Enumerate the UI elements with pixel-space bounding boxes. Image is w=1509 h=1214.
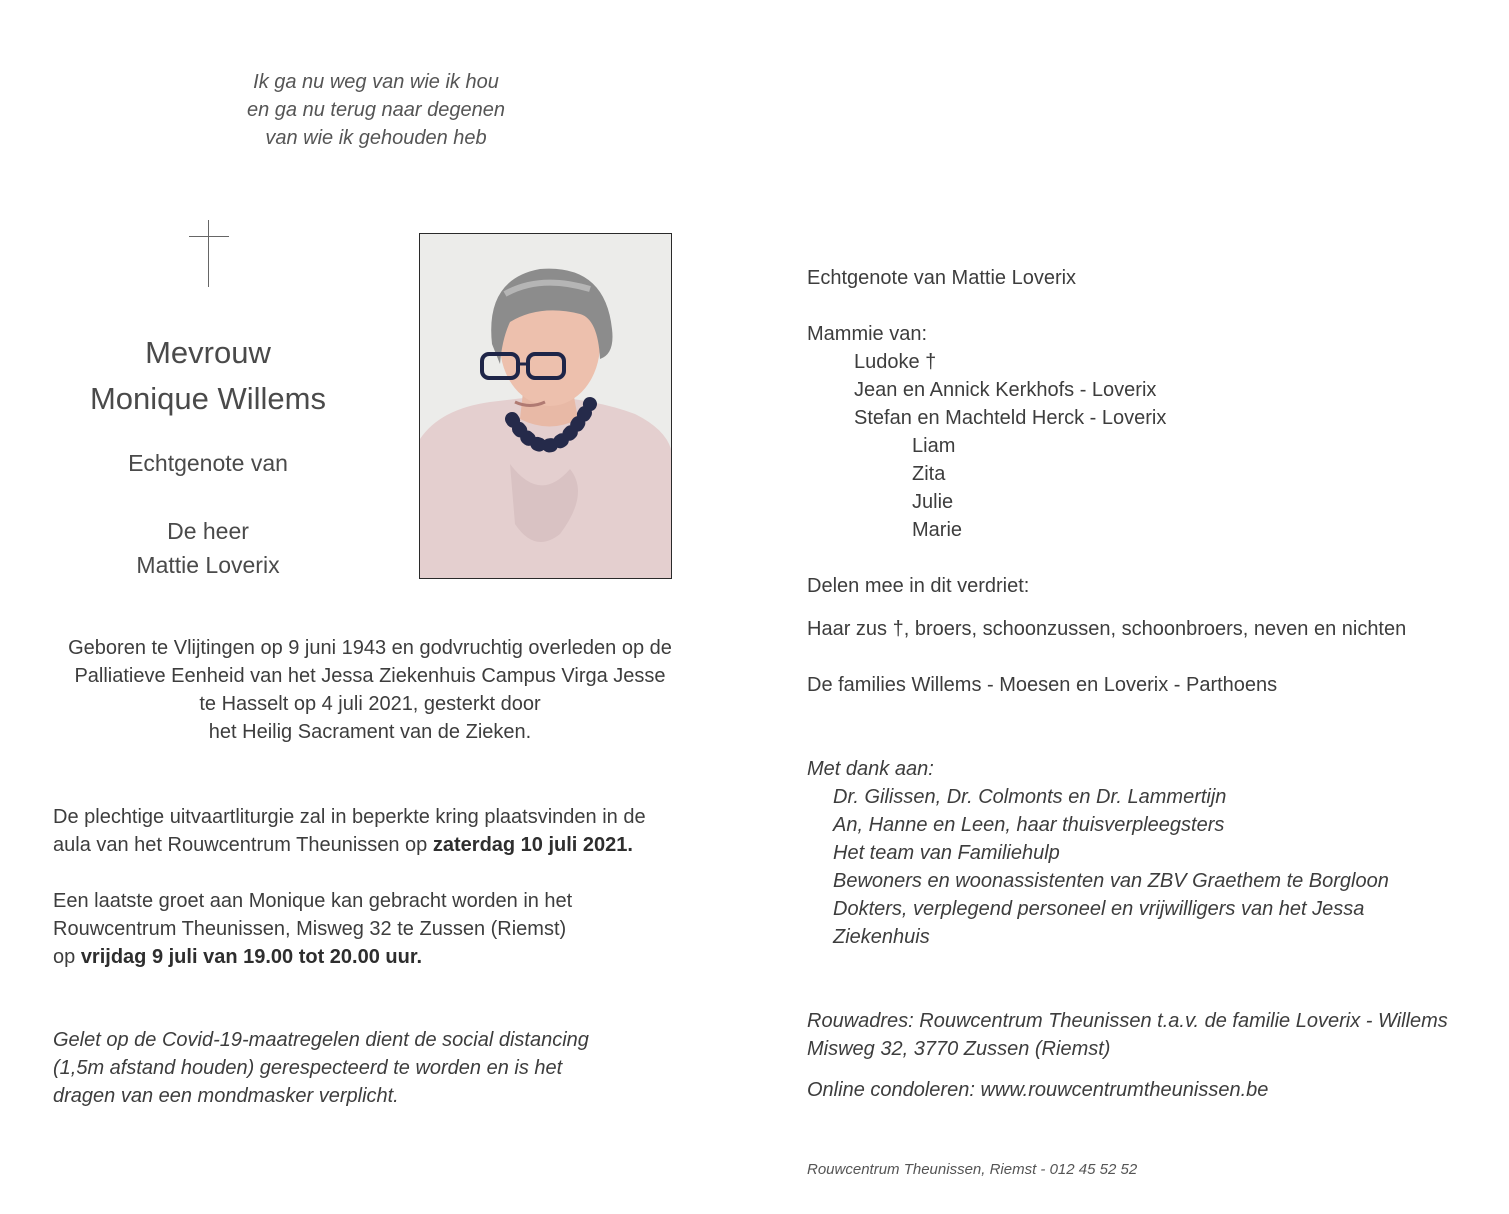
farewell-text [53,887,713,971]
footer-funeral-home: Rouwcentrum Theunissen, Riemst - 012 45 52 52 [807,1161,1138,1178]
covid-notice [53,1026,713,1110]
poem-line: van wie ik gehouden heb [265,127,487,149]
child-item: Stefan en Machteld Herck - Loverix [854,407,1167,429]
thanks-item: An, Hanne en Leen, haar thuisverpleegsters [833,814,1225,836]
poem [176,68,576,152]
child-item: Jean en Annick Kerkhofs - Loverix [854,379,1157,401]
funeral-date: zaterdag 10 juli 2021. [432,834,633,856]
mourning-address: Rouwadres: Rouwcentrum Theunissen t.a.v. de familie Loverix - Willems [807,1010,1448,1032]
cross-icon [208,220,209,287]
thanks-item: Het team van Familiehulp [833,842,1060,864]
funeral-line: De plechtige uitvaartliturgie zal in beperkte kring plaatsvinden in de [53,806,646,828]
spouse-salutation: De heer [167,518,249,544]
birth-death-line: Geboren te Vlijtingen op 9 juni 1943 en godvruchtig overleden op de [68,637,672,659]
deceased-block [58,330,358,582]
grandchild-item: Zita [912,463,946,485]
funeral-text-prefix: aula van het Rouwcentrum Theunissen op [53,834,433,856]
farewell-line [53,943,713,971]
thanks-item: Dokters, verplegend personeel en vrijwilligers van het Jessa [833,898,1365,920]
covid-line: Gelet op de Covid-19-maatregelen dient de social distancing [53,1029,589,1051]
birth-death-text [40,634,700,746]
relatives-line: Haar zus †, broers, schoonzussen, schoonbroers, neven en nichten [807,618,1407,640]
funeral-line [53,831,713,859]
farewell-line: Rouwcentrum Theunissen, Misweg 32 te Zussen (Riemst) [53,918,567,940]
birth-death-line: het Heilig Sacrament van de Zieken. [208,721,532,743]
grandchild-item: Liam [912,435,956,457]
portrait-photo [419,233,672,579]
deceased-name: Monique Willems [89,381,326,416]
spouse-name: Mattie Loverix [136,552,280,578]
thanks-item: Bewoners en woonassistenten van ZBV Graethem te Borgloon [833,870,1389,892]
portrait-illustration [420,234,671,578]
thanks-label: Met dank aan: [807,758,934,780]
families-line: De families Willems - Moesen en Loverix - Parthoens [807,674,1278,696]
salutation: Mevrouw [145,335,271,370]
spouse-line: Echtgenote van Mattie Loverix [807,267,1077,289]
cross-icon-bar [189,236,229,237]
poem-line: en ga nu terug naar degenen [247,99,505,121]
mourning-address-line2: Misweg 32, 3770 Zussen (Riemst) [807,1038,1111,1060]
grandchild-item: Julie [912,491,954,513]
share-label: Delen mee in dit verdriet: [807,575,1030,597]
thanks-item: Dr. Gilissen, Dr. Colmonts en Dr. Lammertijn [833,786,1227,808]
online-condolences: Online condoleren: www.rouwcentrumtheunissen.be [807,1079,1269,1101]
farewell-text-prefix: op [53,946,81,968]
birth-death-line: te Hasselt op 4 juli 2021, gesterkt door [199,693,541,715]
covid-line: dragen van een mondmasker verplicht. [53,1085,399,1107]
thanks-item: Ziekenhuis [833,926,930,948]
covid-line: (1,5m afstand houden) gerespecteerd te worden en is het [53,1057,563,1079]
farewell-time: vrijdag 9 juli van 19.00 tot 20.00 uur. [80,946,423,968]
child-item: Ludoke † [854,351,937,373]
grandchild-item: Marie [912,519,963,541]
birth-death-line: Palliatieve Eenheid van het Jessa Ziekenhuis Campus Virga Jesse [74,665,666,687]
funeral-text [53,803,713,859]
mother-of-label: Mammie van: [807,323,928,345]
poem-line: Ik ga nu weg van wie ik hou [253,71,499,93]
relation-label: Echtgenote van [128,450,288,476]
farewell-line: Een laatste groet aan Monique kan gebracht worden in het [53,890,573,912]
